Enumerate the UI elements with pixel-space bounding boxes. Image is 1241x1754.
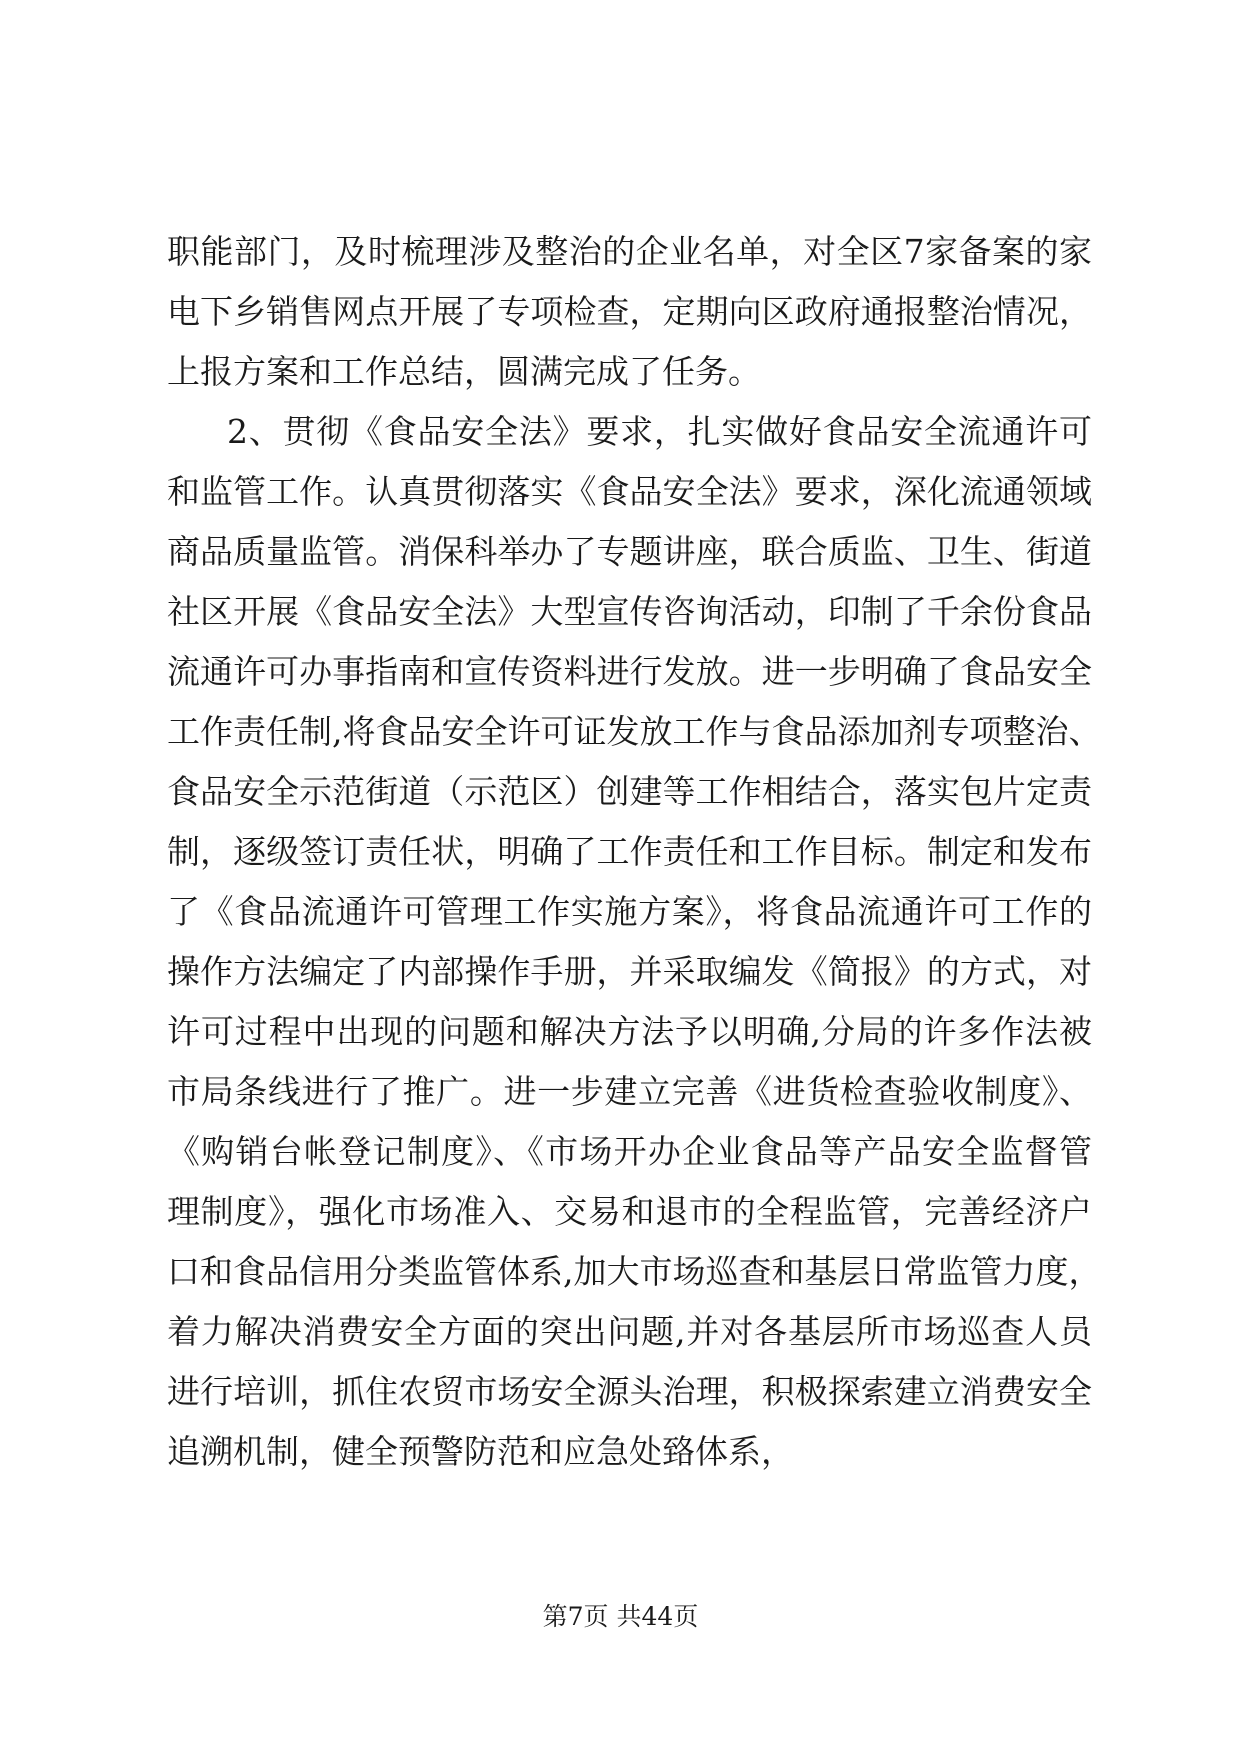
text-line: 工作责任制,将食品安全许可证发放工作与食品添加剂专项整治、	[167, 712, 1102, 751]
text-line: 职能部门，及时梳理涉及整治的企业名单，对全区7家备案的家	[167, 232, 1092, 271]
text-line: 流通许可办事指南和宣传资料进行发放。进一步明确了食品安全	[167, 652, 1092, 691]
text-line: 社区开展《食品安全法》大型宣传咨询活动，印制了千余份食品	[167, 592, 1092, 631]
text-line: 操作方法编定了内部操作手册，并采取编发《简报》的方式，对	[167, 952, 1092, 991]
text-line: 制，逐级签订责任状，明确了工作责任和工作目标。制定和发布	[167, 832, 1092, 871]
text-line: 理制度》，强化市场准入、交易和退市的全程监管，完善经济户	[167, 1192, 1092, 1231]
page-number-footer: 第7页 共44页	[542, 1602, 699, 1631]
text-line: 追溯机制，健全预警防范和应急处臵体系，	[167, 1432, 794, 1471]
text-line: 着力解决消费安全方面的突出问题,并对各基层所市场巡查人员	[167, 1312, 1092, 1351]
text-line: 市局条线进行了推广。进一步建立完善《进货检查验收制度》、	[167, 1072, 1092, 1111]
text-line: 和监管工作。认真贯彻落实《食品安全法》要求，深化流通领域	[167, 472, 1092, 511]
text-line: 许可过程中出现的问题和解决方法予以明确,分局的许多作法被	[167, 1012, 1092, 1051]
text-line: 进行培训，抓住农贸市场安全源头治理，积极探索建立消费安全	[167, 1372, 1092, 1411]
text-line: 食品安全示范街道（示范区）创建等工作相结合，落实包片定责	[167, 772, 1092, 811]
text-line: 了《食品流通许可管理工作实施方案》，将食品流通许可工作的	[167, 892, 1092, 931]
text-line: 2、贯彻《食品安全法》要求，扎实做好食品安全流通许可	[227, 412, 1092, 451]
text-line: 口和食品信用分类监管体系,加大市场巡查和基层日常监管力度，	[167, 1252, 1102, 1291]
text-line: 《购销台帐登记制度》、《市场开办企业食品等产品安全监督管	[167, 1132, 1092, 1171]
text-line: 电下乡销售网点开展了专项检查，定期向区政府通报整治情况，	[167, 292, 1092, 331]
text-line: 上报方案和工作总结，圆满完成了任务。	[167, 352, 761, 391]
text-line: 商品质量监管。消保科举办了专题讲座，联合质监、卫生、街道	[167, 532, 1092, 571]
body-text	[167, 222, 1102, 1482]
